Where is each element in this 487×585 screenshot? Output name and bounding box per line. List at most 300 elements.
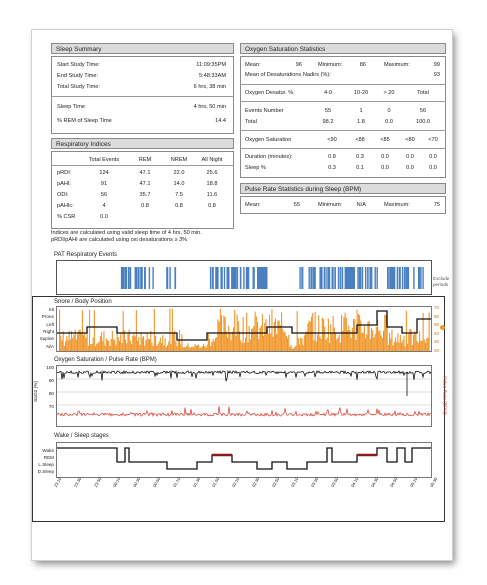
- snore-bar: [160, 338, 161, 351]
- snore-bar: [319, 337, 320, 351]
- snore-bar: [402, 340, 403, 351]
- events-cell: 1: [359, 108, 363, 114]
- time-tick: 00:50: [151, 476, 162, 488]
- resp-cell: 4: [102, 203, 106, 209]
- stages-chart-title: Wake / Sleep stages: [54, 433, 109, 439]
- resp-cell: 91: [100, 181, 108, 187]
- respiratory-title: Respiratory Indices: [56, 141, 111, 148]
- spo2-axis-text: SaO2 (%): [34, 380, 40, 403]
- snore-bar: [403, 336, 404, 351]
- event-bar: [149, 267, 150, 289]
- snore-bar: [339, 335, 340, 351]
- snore-bar: [258, 339, 259, 351]
- snore-bar: [199, 348, 200, 352]
- snore-bar: [246, 313, 247, 351]
- snore-bar: [379, 330, 380, 351]
- sleep-pct-label: Sleep %: [245, 165, 266, 171]
- time-tick: 23:30: [72, 476, 83, 488]
- snore-bar: [190, 348, 191, 351]
- snore-bar: [183, 348, 184, 352]
- snore-bar: [274, 322, 275, 351]
- time-tick: 02:10: [230, 476, 241, 488]
- snore-bar: [197, 345, 198, 351]
- event-bar: [340, 267, 341, 289]
- event-bar: [371, 267, 372, 289]
- sleep-pct-cell: 0.0: [429, 165, 437, 171]
- events-chart-frame: [56, 260, 432, 295]
- time-tick: 04:50: [389, 476, 399, 488]
- events-label: Events Number: [245, 108, 284, 114]
- snore-bar: [201, 348, 202, 352]
- snore-bar: [234, 310, 235, 351]
- snore-bar: [154, 309, 155, 351]
- snore-bar: [283, 332, 284, 351]
- snore-bar: [316, 341, 317, 351]
- snore-bar: [181, 334, 182, 351]
- snore-bar: [125, 340, 126, 351]
- pulse-title: Pulse Rate Statistics during Sleep (BPM): [245, 186, 362, 193]
- snore-bar: [264, 323, 265, 351]
- snore-bar: [155, 336, 156, 351]
- snore-bar: [399, 343, 400, 351]
- snore-bar: [163, 345, 164, 351]
- snore-bar: [277, 321, 278, 352]
- snore-bar: [73, 335, 74, 351]
- snore-legend-icon: [440, 325, 445, 330]
- sleep-pct-cell: 0.3: [328, 165, 336, 171]
- total-label: Total: [245, 119, 257, 125]
- duration-cell: 0.3: [356, 154, 364, 160]
- snore-bar: [96, 344, 97, 351]
- sleep-summary-header: [51, 43, 234, 54]
- resp-col-nrem: NREM: [170, 157, 188, 163]
- snore-bar: [412, 345, 413, 351]
- snore-bar: [306, 331, 307, 351]
- time-tick: 05:10: [409, 476, 419, 488]
- snore-bar: [219, 322, 220, 351]
- oxy-max-value: 99: [433, 62, 440, 68]
- hypnogram-line: [57, 448, 431, 469]
- event-bar: [224, 267, 225, 289]
- pulse-box: [240, 196, 446, 214]
- snore-bar: [346, 318, 347, 351]
- resp-header-divider: [51, 165, 234, 166]
- snore-bar: [324, 327, 325, 351]
- time-tick: 01:50: [211, 476, 221, 488]
- sat-header-cell: <80: [405, 137, 415, 143]
- snore-bar: [241, 343, 242, 351]
- event-bar: [309, 267, 310, 289]
- snore-bar: [138, 337, 139, 351]
- resp-cell: 18.8: [206, 181, 218, 187]
- sleep-summary-title: Sleep Summary: [56, 46, 102, 53]
- spo2-chart-svg: [57, 366, 431, 426]
- event-bar: [406, 267, 407, 289]
- position-label: Left: [46, 321, 54, 327]
- snore-bar: [144, 345, 145, 351]
- snore-bar: [106, 338, 107, 351]
- spo2-chart-frame: [56, 365, 432, 427]
- snore-bar: [376, 327, 377, 351]
- snore-bar: [294, 347, 295, 351]
- snore-bar: [393, 345, 394, 351]
- duration-cell: 0.0: [429, 154, 437, 160]
- snore-bar: [261, 326, 262, 352]
- total-cell: 0.0: [385, 119, 393, 125]
- event-bar: [399, 267, 400, 289]
- resp-cell: 14.0: [173, 181, 185, 187]
- oxygen-header: [240, 43, 446, 54]
- snore-bar: [83, 335, 84, 351]
- snore-bar: [186, 346, 187, 351]
- duration-cell: 0.0: [406, 154, 414, 160]
- snore-bar: [232, 332, 233, 351]
- snore-bar: [292, 349, 293, 351]
- rem-percent-value: 14.4: [215, 118, 226, 124]
- snore-tick: 50: [434, 322, 440, 328]
- snore-bar: [159, 341, 160, 351]
- snore-bar: [84, 334, 85, 352]
- snore-bar: [101, 332, 102, 351]
- snore-bar: [191, 347, 192, 351]
- snore-bar: [313, 340, 314, 351]
- snore-bar: [285, 332, 286, 351]
- snore-tick: 70: [434, 305, 440, 310]
- snore-bar: [87, 331, 88, 351]
- snore-bar: [288, 335, 289, 351]
- snore-chart-svg: [57, 307, 431, 351]
- event-bar: [375, 267, 376, 289]
- nadir-value: 93: [433, 72, 440, 78]
- snore-bar: [145, 340, 146, 351]
- snore-bar: [180, 344, 181, 351]
- snore-bar: [394, 342, 395, 351]
- snore-bar: [414, 331, 415, 351]
- snore-bar: [247, 342, 248, 351]
- snore-bar: [174, 331, 175, 351]
- pulse-max-value: 75: [433, 202, 440, 208]
- total-cell: 100.0: [416, 119, 430, 125]
- event-bar: [220, 267, 221, 289]
- time-tick: 01:10: [171, 476, 182, 488]
- event-bar: [302, 267, 303, 289]
- snore-bar: [103, 331, 104, 351]
- desat-header-cell: > 20: [383, 90, 395, 96]
- snore-bar: [385, 315, 386, 351]
- snore-bar: [289, 347, 290, 351]
- snore-bar: [265, 319, 266, 351]
- snore-bar: [327, 338, 328, 351]
- snore-bar: [139, 345, 140, 351]
- event-bar: [324, 267, 325, 289]
- snore-bar: [227, 338, 228, 351]
- total-time-label: Total Study Time:: [57, 84, 100, 90]
- position-label: N/A: [46, 343, 54, 349]
- snore-bar: [259, 328, 260, 351]
- sat-header-cell: <85: [380, 137, 390, 143]
- resp-note-1: Indices are calculated using valid sleep time of 4 hrs, 50 min.: [51, 230, 202, 236]
- snore-bar: [355, 340, 356, 351]
- resp-row-label: pAHIc:: [57, 203, 74, 209]
- snore-bar: [226, 332, 227, 352]
- event-bar: [135, 267, 136, 289]
- snore-bar: [202, 346, 203, 351]
- snore-bar: [334, 328, 335, 352]
- snore-bar: [150, 331, 151, 351]
- event-bar: [320, 267, 321, 289]
- snore-bar: [231, 340, 232, 351]
- snore-bar: [189, 347, 190, 351]
- oxy-min-label: Minimum:: [318, 62, 343, 68]
- event-bar: [235, 267, 236, 289]
- snore-bar: [82, 310, 83, 351]
- snore-bar: [239, 331, 240, 351]
- snore-bar: [77, 334, 78, 351]
- snore-bar: [315, 312, 316, 351]
- snore-bar: [91, 344, 92, 351]
- resp-row-label: % CSR: [57, 214, 76, 220]
- exclude-label-2: periods: [433, 282, 449, 287]
- event-bar: [367, 267, 368, 289]
- event-bar: [362, 267, 363, 289]
- event-bar: [360, 267, 361, 289]
- snore-bar: [395, 337, 396, 351]
- snore-bar: [165, 338, 166, 351]
- snore-bar: [364, 326, 365, 351]
- snore-bar: [400, 335, 401, 351]
- snore-bar: [130, 341, 131, 351]
- total-time-value: 6 hrs, 38 min: [193, 84, 226, 90]
- event-bar: [215, 267, 216, 289]
- event-bar: [342, 267, 343, 289]
- event-bar: [311, 267, 312, 289]
- snore-bar: [418, 343, 419, 351]
- duration-cell: 0.0: [381, 154, 389, 160]
- snore-bar: [203, 344, 204, 351]
- snore-bar: [301, 338, 302, 351]
- snore-bar: [353, 319, 354, 351]
- snore-bar: [336, 339, 337, 351]
- event-bar: [314, 267, 315, 289]
- resp-row-label: pAHI:: [57, 181, 71, 187]
- snore-bar: [244, 343, 245, 351]
- oxy-mean-value: 96: [295, 62, 302, 68]
- snore-bar: [169, 309, 170, 351]
- snore-bar: [198, 345, 199, 351]
- snore-bar: [417, 341, 418, 351]
- snore-bar: [255, 312, 256, 352]
- event-bar: [128, 267, 129, 289]
- snore-bar: [187, 343, 188, 351]
- event-bar: [338, 267, 339, 289]
- events-chart-title: PAT Respiratory Events: [54, 252, 118, 258]
- events-cell: 56: [419, 108, 427, 114]
- snore-bar: [307, 323, 308, 351]
- snore-bar: [370, 339, 371, 351]
- snore-bar: [193, 347, 194, 352]
- snore-bar: [143, 336, 144, 351]
- time-tick: 00:10: [112, 476, 122, 488]
- snore-bar: [121, 343, 122, 351]
- spo2-tick: 80: [48, 391, 54, 396]
- snore-bar: [270, 334, 271, 352]
- snore-bar: [142, 338, 143, 352]
- snore-chart-title: Snore / Body Position: [54, 299, 112, 305]
- event-bar: [233, 267, 234, 289]
- snore-bar: [229, 333, 230, 351]
- event-bar: [152, 267, 153, 289]
- rem-percent-label: % REM of Sleep Time: [57, 118, 112, 124]
- snore-bar: [340, 343, 341, 351]
- nadir-label: Mean of Desaturations Nadirs (%):: [245, 72, 331, 78]
- event-bar: [326, 267, 327, 289]
- event-bar: [138, 267, 139, 289]
- snore-bar: [210, 346, 211, 351]
- snore-bar: [359, 315, 360, 351]
- snore-bar: [213, 339, 214, 351]
- event-bar: [329, 267, 330, 289]
- end-time-value: 5:48:33AM: [198, 73, 226, 79]
- time-tick: 00:30: [132, 476, 142, 488]
- snore-bar: [100, 336, 101, 351]
- respiratory-header: [51, 138, 234, 149]
- sleep-report-page: [32, 30, 452, 560]
- snore-bar: [363, 333, 364, 351]
- event-bar: [313, 267, 314, 289]
- oxy-mean-label: Mean:: [245, 62, 261, 68]
- sat-header-cell: <88: [355, 137, 365, 143]
- snore-bar: [94, 310, 95, 351]
- snore-bar: [172, 309, 173, 351]
- sleep-pct-cell: 0.0: [381, 165, 389, 171]
- desat-header-cell: Total: [417, 90, 429, 96]
- snore-bar: [276, 334, 277, 351]
- snore-bar: [329, 343, 330, 351]
- snore-bar: [343, 317, 344, 351]
- snore-bar: [249, 326, 250, 351]
- snore-bar: [217, 319, 218, 351]
- snore-bar: [64, 346, 65, 351]
- snore-bar: [375, 334, 376, 351]
- event-bar: [420, 267, 421, 289]
- snore-bar: [60, 336, 61, 352]
- resp-col-total: Total Events: [88, 157, 120, 163]
- time-tick: 05:30: [428, 476, 439, 488]
- event-bar: [228, 267, 229, 289]
- resp-cell: 56: [100, 192, 108, 198]
- snore-bar: [184, 347, 185, 351]
- duration-label: Duration (minutes):: [245, 154, 293, 160]
- spo2-tick: 100: [46, 365, 54, 370]
- snore-bar: [250, 339, 251, 351]
- snore-bar: [113, 340, 114, 351]
- snore-bar: [136, 310, 137, 351]
- resp-col-allnight: All Night: [201, 157, 223, 163]
- snore-bar: [85, 338, 86, 351]
- event-bar: [167, 267, 168, 289]
- event-bar: [413, 267, 414, 289]
- pulse-line: [57, 406, 431, 416]
- snore-bar: [196, 346, 197, 351]
- snore-bar: [323, 319, 324, 351]
- spo2-chart-title: Oxygen Saturation / Pulse Rate (BPM): [54, 357, 157, 363]
- end-time-label: End Study Time:: [57, 73, 99, 79]
- snore-bar: [127, 334, 128, 351]
- snore-bar: [66, 336, 67, 351]
- event-bar: [240, 267, 241, 289]
- oxy-min-value: 86: [359, 62, 366, 68]
- position-label: Prone: [41, 314, 54, 320]
- snore-bar: [175, 341, 176, 351]
- event-bar: [145, 267, 146, 289]
- event-bar: [140, 267, 141, 289]
- snore-bar: [235, 336, 236, 351]
- oxy-divider-2: [240, 101, 446, 102]
- snore-bar: [95, 346, 96, 351]
- snore-bar: [109, 346, 110, 351]
- resp-cell: 22.0: [173, 170, 185, 176]
- spo2-tick: 70: [48, 404, 54, 409]
- event-bar: [334, 267, 335, 289]
- event-bar: [210, 267, 211, 289]
- snore-bar: [233, 327, 234, 351]
- event-bar: [397, 267, 398, 289]
- snore-bar: [298, 338, 299, 351]
- snore-bar: [216, 337, 217, 351]
- snore-bar: [390, 339, 391, 352]
- snore-bar: [89, 310, 90, 351]
- oxy-divider-3: [240, 130, 446, 131]
- event-bar: [369, 267, 370, 289]
- oxygen-title: Oxygen Saturation Statistics: [245, 46, 326, 53]
- resp-row-label: ODI:: [57, 192, 69, 198]
- snore-bar: [111, 339, 112, 351]
- snore-bar: [148, 339, 149, 351]
- snore-bar: [99, 342, 100, 352]
- snore-bar: [425, 343, 426, 352]
- snore-bar: [162, 335, 163, 351]
- oxy-divider-4: [240, 148, 446, 149]
- snore-bar: [147, 333, 148, 351]
- snore-tick: 20: [434, 348, 440, 353]
- event-bar: [246, 267, 247, 289]
- snore-bar: [406, 311, 407, 351]
- resp-cell: 0.8: [175, 203, 183, 209]
- pulse-min-label: Minimum:: [318, 202, 343, 208]
- time-tick: 04:10: [349, 476, 360, 488]
- snore-bar: [256, 317, 257, 352]
- snore-bar: [388, 345, 389, 351]
- sleep-time-value: 4 hrs, 50 min: [193, 104, 226, 110]
- snore-bar: [397, 333, 398, 351]
- snore-bar: [337, 338, 338, 351]
- desat-label: Oxygen Desatur. %:: [245, 90, 295, 96]
- resp-cell: 124: [99, 170, 109, 176]
- snore-bar: [281, 312, 282, 351]
- event-bar: [126, 267, 127, 289]
- snore-bar: [102, 341, 103, 351]
- snore-bar: [367, 322, 368, 351]
- stages-chart-frame: [56, 442, 432, 478]
- snore-bar: [214, 341, 215, 351]
- resp-note-2: pRDI/pAHI are calculated using oxi desaturations ≥ 3%: [51, 237, 188, 243]
- resp-cell: 0.0: [100, 214, 108, 220]
- snore-tick: 30: [434, 339, 440, 345]
- event-bar: [130, 267, 131, 289]
- snore-bar: [171, 344, 172, 351]
- desat-header-cell: 10-20: [353, 90, 369, 96]
- sleep-pct-cell: 0.0: [406, 165, 414, 171]
